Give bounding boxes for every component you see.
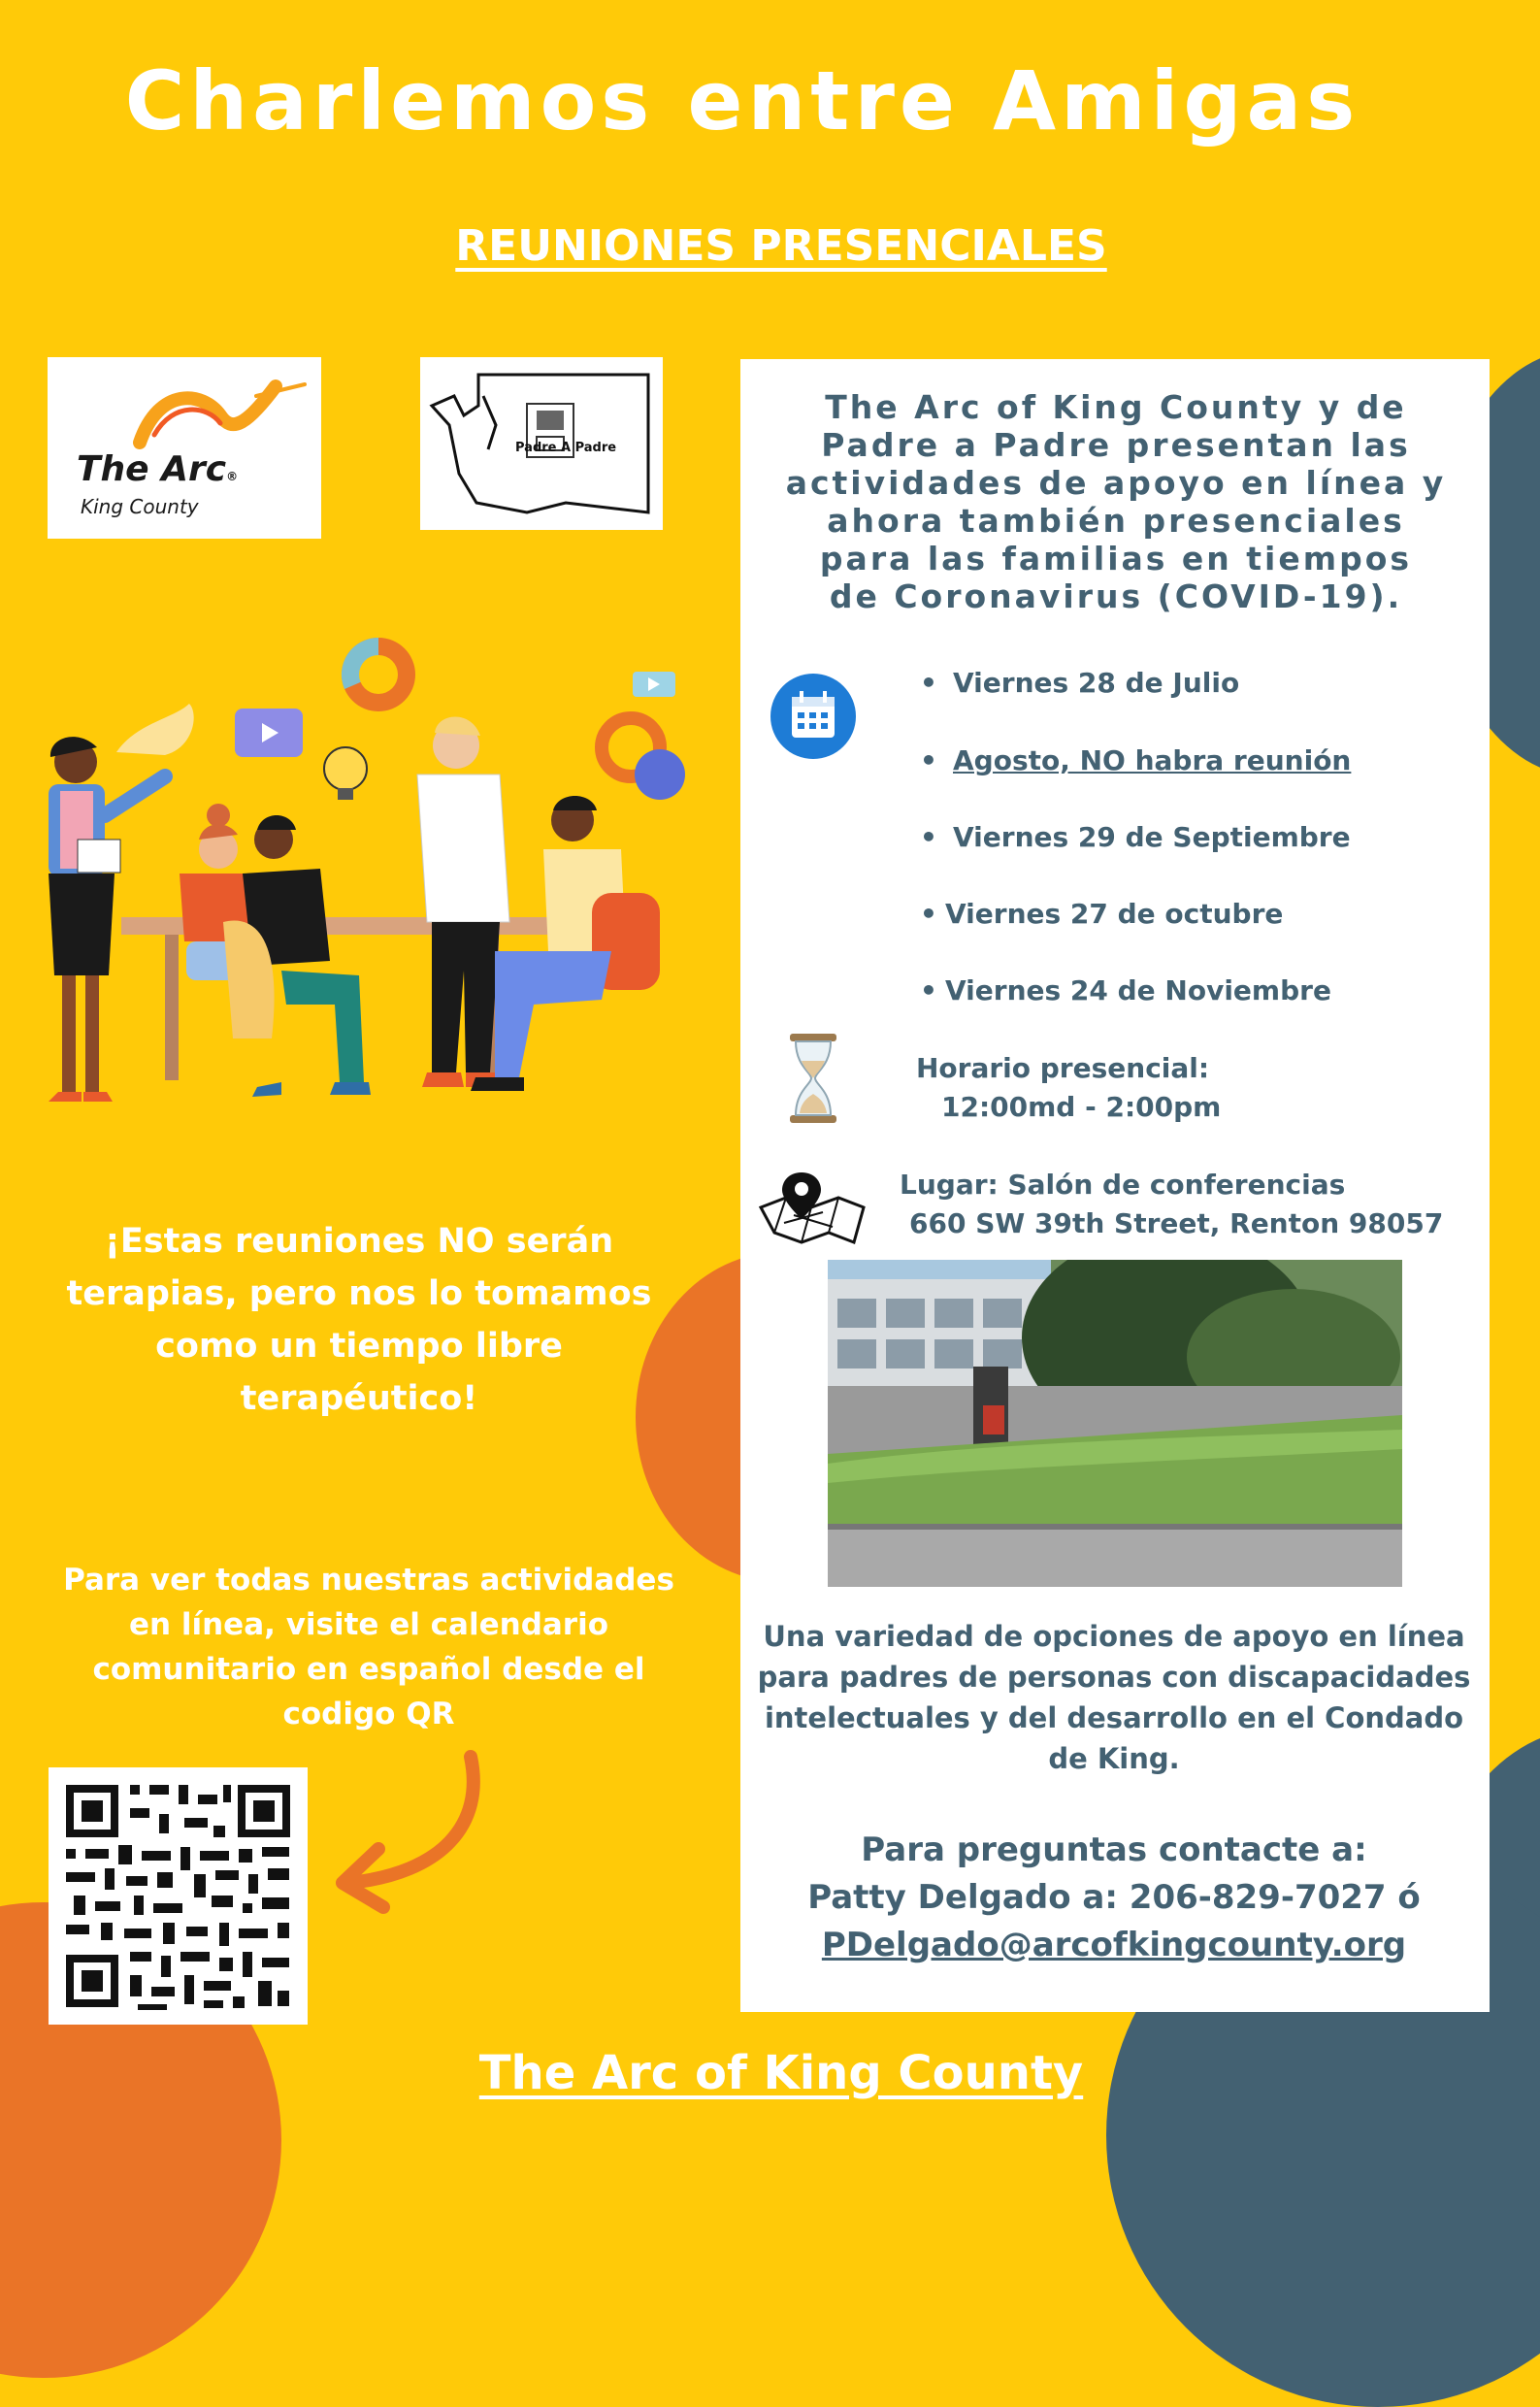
bullet-icon: • — [920, 974, 937, 1006]
support-line: para padres de personas con discapacidades — [757, 1661, 1471, 1694]
arc-logo-region: King County — [81, 495, 199, 518]
place-label: Lugar: Salón de conferencias — [900, 1169, 1346, 1201]
page-subtitle: REUNIONES PRESENCIALES — [455, 221, 1107, 271]
arc-logo-name: The Arc — [77, 449, 227, 489]
support-description — [755, 1616, 1473, 1779]
qr-code[interactable] — [49, 1767, 308, 2025]
bullet-icon: • — [920, 821, 937, 853]
left-note-line: terapias, pero nos lo tomamos — [66, 1274, 652, 1313]
qr-code-pattern — [49, 1767, 308, 2025]
qr-instructions-line: comunitario en español desde el — [92, 1652, 645, 1687]
card-intro — [767, 388, 1465, 615]
arrow-icon — [325, 1747, 490, 1922]
date-list-item — [920, 821, 1351, 853]
date-text: Viernes 24 de Noviembre — [945, 974, 1331, 1006]
left-note-line: como un tiempo libre — [155, 1327, 563, 1366]
card-intro-line: The Arc of King County y de — [825, 388, 1407, 426]
qr-instructions — [19, 1558, 718, 1736]
calendar-icon — [769, 672, 858, 761]
footer-org-link[interactable]: The Arc of King County — [478, 2046, 1084, 2100]
arc-logo — [48, 357, 321, 539]
date-text: Viernes 27 de octubre — [945, 898, 1284, 930]
support-line: Una variedad de opciones de apoyo en línea — [763, 1620, 1465, 1653]
place-address: 660 SW 39th Street, Renton 98057 — [909, 1207, 1444, 1239]
schedule-time: 12:00md - 2:00pm — [941, 1091, 1222, 1123]
date-list-item — [920, 974, 1331, 1006]
card-intro-line: actividades de apoyo en línea y — [785, 464, 1447, 502]
contact-heading: Para preguntas contacte a: — [861, 1830, 1367, 1869]
date-text: Viernes 29 de Septiembre — [953, 821, 1351, 853]
date-text: Viernes 28 de Julio — [953, 667, 1240, 699]
team-meeting-illustration — [19, 631, 699, 1116]
left-note-line: terapéutico! — [240, 1379, 478, 1418]
contact-phone[interactable]: Patty Delgado a: 206-829-7027 ó — [807, 1878, 1421, 1917]
contact-email-link[interactable]: PDelgado@arcofkingcounty.org — [821, 1926, 1407, 1964]
bullet-icon: • — [920, 744, 937, 776]
qr-instructions-line: en línea, visite el calendario — [128, 1607, 609, 1642]
support-line: de King. — [1048, 1742, 1180, 1775]
arc-logo-registered: ® — [226, 470, 239, 483]
schedule-label: Horario presencial: — [916, 1052, 1210, 1084]
card-intro-line: ahora también presenciales — [827, 502, 1405, 540]
date-text: Agosto, NO habra reunión — [953, 744, 1352, 776]
card-intro-line: Padre a Padre presentan las — [821, 426, 1411, 464]
card-intro-line: para las familias en tiempos — [819, 540, 1413, 577]
date-list-item — [920, 898, 1283, 930]
support-line: intelectuales y del desarrollo en el Condado — [764, 1701, 1464, 1734]
left-note-line: ¡Estas reuniones NO serán — [104, 1222, 614, 1261]
hourglass-icon — [788, 1032, 838, 1125]
building-photo — [828, 1260, 1402, 1587]
left-note — [39, 1215, 679, 1425]
qr-instructions-line: Para ver todas nuestras actividades — [63, 1563, 674, 1598]
qr-instructions-line: codigo QR — [282, 1697, 455, 1731]
bullet-icon: • — [920, 667, 937, 699]
date-list-item — [920, 667, 1239, 699]
date-list-item — [920, 744, 1351, 776]
card-intro-line: de Coronavirus (COVID-19). — [829, 577, 1403, 615]
padre-logo-name: Padre A Padre — [515, 441, 617, 455]
bullet-icon: • — [920, 898, 937, 930]
map-pin-icon — [755, 1169, 869, 1248]
page-title: Charlemos entre Amigas — [124, 53, 1360, 148]
contact-block — [755, 1827, 1473, 1969]
padre-a-padre-logo — [420, 357, 663, 530]
